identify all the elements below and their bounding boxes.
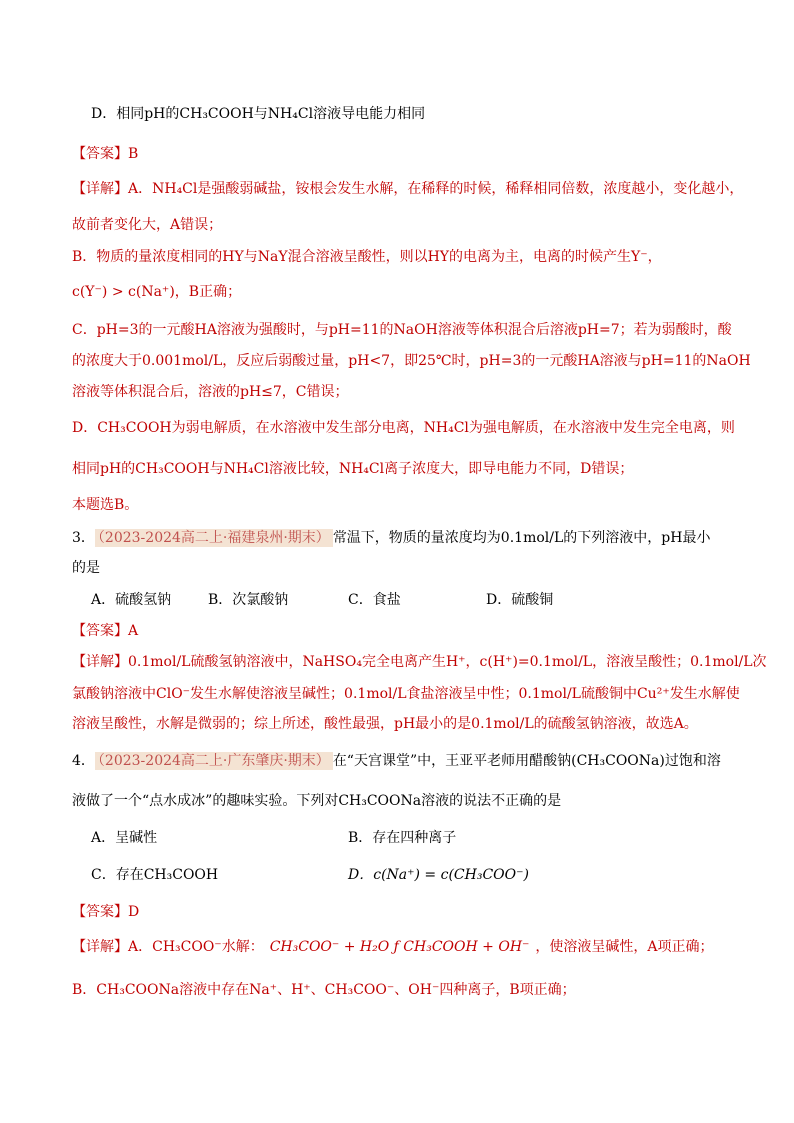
detail-label: 【详解】 [72, 181, 128, 197]
detail-label: 【详解】 [72, 654, 128, 670]
q3-option-c: C．食盐 [348, 592, 401, 608]
q2-option-d: D．相同pH的CH₃COOH与NH₄Cl溶液导电能力相同 [91, 106, 426, 122]
answer-value: B [128, 146, 139, 162]
q3-stem-2: 的是 [72, 560, 100, 576]
q4-option-b: B．存在四种离子 [348, 830, 457, 846]
q4-option-a: A．呈碱性 [91, 830, 158, 846]
stem-text: 在“天宫课堂”中，王亚平老师用醋酸钠(CH₃COONa)过饱和溶 [332, 753, 721, 769]
q2-detail-b-1: B．物质的量浓度相同的HY与NaY混合溶液呈酸性，则以HY的电离为主，电离的时候产生Y⁻， [72, 249, 662, 265]
answer-value: D [128, 904, 140, 920]
q3-detail-1 [72, 652, 767, 672]
q2-detail-d-2: 相同pH的CH₃COOH与NH₄Cl溶液比较，NH₄Cl离子浓度大，即导电能力不同，D错误； [72, 461, 634, 477]
source-tag: （2023-2024高二上·广东肇庆·期末） [95, 752, 333, 770]
q4-detail-b: B．CH₃COONa溶液中存在Na⁺、H⁺、CH₃COO⁻、OH⁻四种离子，B项正确； [72, 982, 576, 998]
q2-detail-d-1: D．CH₃COOH为弱电解质，在水溶液中发生部分电离，NH₄Cl为强电解质，在水溶液中发生完全电离，则 [72, 420, 735, 436]
q3-detail-3: 溶液呈酸性，水解是微弱的；综上所述，酸性最强，pH最小的是0.1mol/L的硫酸氢钠溶液，故选A。 [72, 716, 698, 732]
question-number: 4． [72, 753, 95, 769]
q3-detail-2: 氯酸钠溶液中ClO⁻发生水解使溶液呈碱性；0.1mol/L食盐溶液呈中性；0.1mol/L硫酸铜中Cu²⁺发生水解使 [72, 686, 740, 702]
q4-stem-1 [72, 751, 721, 771]
q3-answer [72, 621, 138, 641]
answer-label: 【答案】 [72, 146, 128, 162]
answer-value: A [128, 623, 139, 639]
q2-conclusion: 本题选B。 [72, 497, 139, 513]
answer-label: 【答案】 [72, 623, 128, 639]
source-tag: （2023-2024高二上·福建泉州·期末） [95, 529, 333, 547]
q3-stem-1 [72, 528, 710, 548]
q2-detail-a-1 [72, 179, 743, 199]
question-number: 3． [72, 530, 95, 546]
q4-option-c: C．存在CH₃COOH [91, 867, 219, 883]
hydrolysis-equation: CH₃COO⁻ + H₂O ƒ CH₃COOH + OH⁻ [269, 939, 530, 955]
q4-answer [72, 902, 139, 922]
q2-detail-c-2: 的浓度大于0.001mol/L，反应后弱酸过量，pH<7，即25℃时，pH=3的一元酸HA溶液与pH=11的NaOH [72, 353, 751, 369]
q2-detail-c-1: C．pH=3的一元酸HA溶液为强酸时，与pH=11的NaOH溶液等体积混合后溶液pH=7；若为弱酸时，酸 [72, 322, 732, 338]
answer-label: 【答案】 [72, 904, 128, 920]
q3-option-a: A．硫酸氢钠 [91, 592, 172, 608]
detail-prefix: A．CH₃COO⁻水解： [128, 939, 264, 955]
detail-text: A．NH₄Cl是强酸弱碱盐，铵根会发生水解，在稀释的时候，稀释相同倍数，浓度越小，变化越小， [128, 181, 744, 197]
q2-detail-b-2: c(Y⁻) > c(Na⁺)，B正确； [72, 284, 242, 300]
q2-answer [72, 144, 138, 164]
q4-detail-a [72, 937, 714, 957]
detail-suffix: ，使溶液呈碱性，A项正确； [535, 939, 714, 955]
q4-stem-2: 液做了一个“点水成冰”的趣味实验。下列对CH₃COONa溶液的说法不正确的是 [72, 793, 562, 809]
detail-label: 【详解】 [72, 939, 128, 955]
q2-detail-c-3: 溶液等体积混合后，溶液的pH≤7，C错误； [72, 384, 349, 400]
q4-option-d: D．c(Na⁺) = c(CH₃COO⁻) [348, 867, 529, 883]
stem-text: 常温下，物质的量浓度均为0.1mol/L的下列溶液中，pH最小 [332, 530, 711, 546]
q2-detail-a-2: 故前者变化大，A错误； [72, 217, 223, 233]
detail-text: 0.1mol/L硫酸氢钠溶液中，NaHSO₄完全电离产生H⁺，c(H⁺)=0.1mol/L，溶液呈酸性；0.1mol/L次 [128, 654, 767, 670]
q3-option-d: D．硫酸铜 [486, 592, 554, 608]
q3-option-b: B．次氯酸钠 [208, 592, 289, 608]
